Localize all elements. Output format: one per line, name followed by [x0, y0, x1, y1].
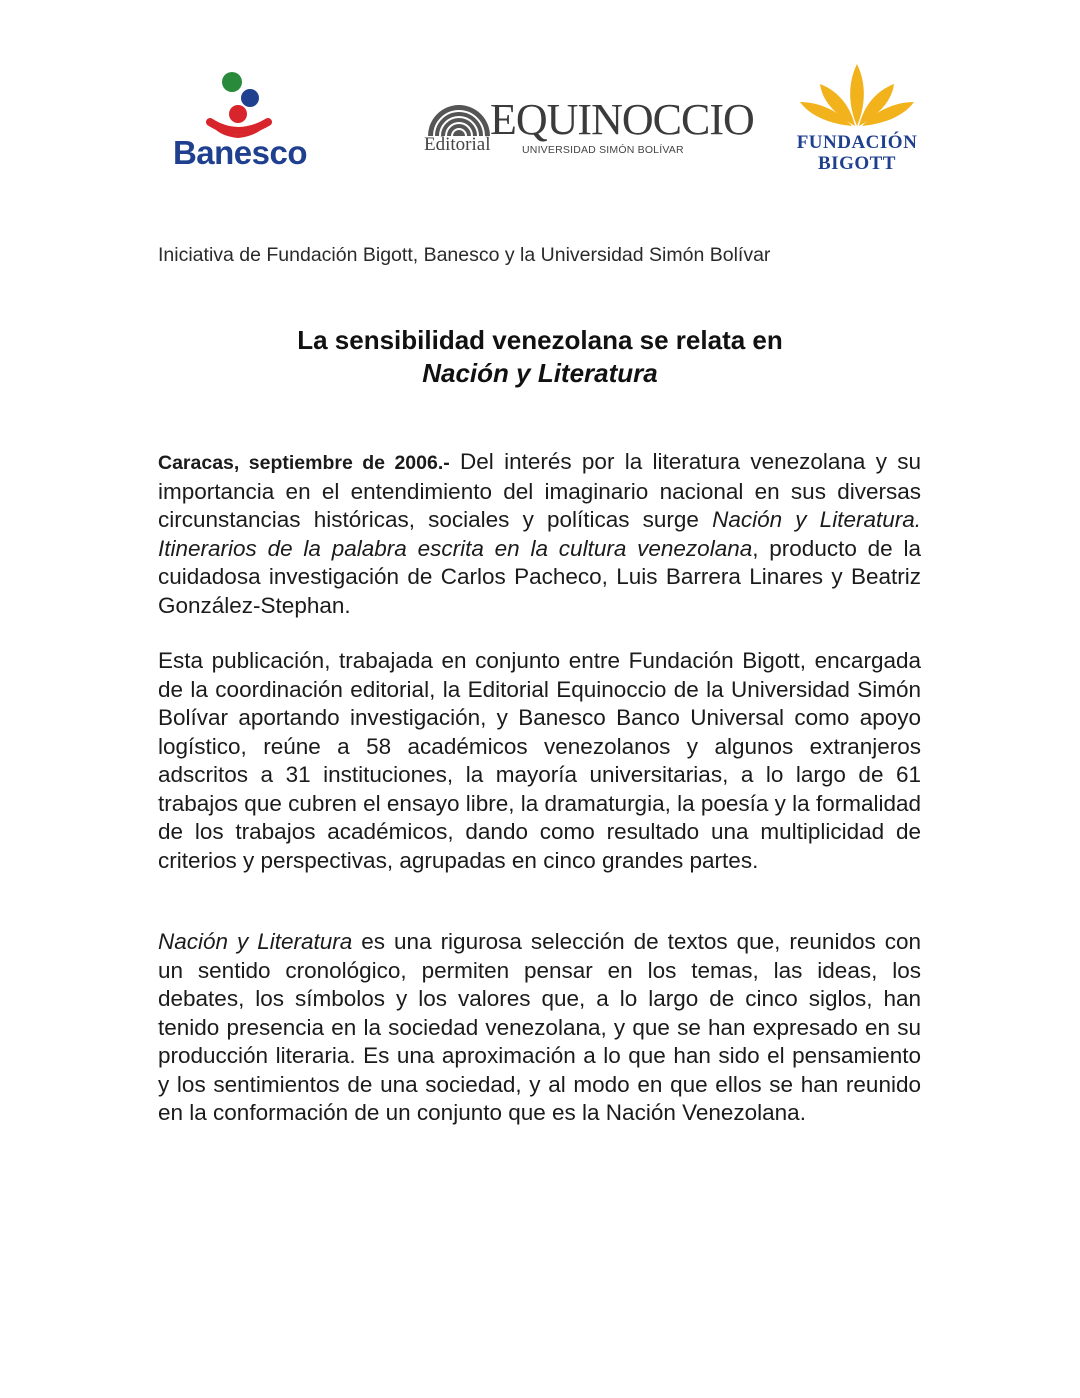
book-title-short: Nación y Literatura [158, 929, 353, 954]
paragraph-1-text-b: , producto de la cuidadosa investigación de Carlos Pacheco, Luis Barrera Linares y Beatriz González-Stephan. [158, 535, 921, 618]
banesco-logo [156, 68, 324, 174]
book-title-full: Nación y Literatura. Itinerarios de la palabra escrita en la cultura venezolana [158, 507, 921, 561]
tobacco-leaves-icon [794, 60, 920, 130]
paragraph-2: Esta publicación, trabajada en conjunto entre Fundación Bigott, encargada de la coordinación editorial, la Editorial Equinoccio de la Universidad Simón Bolívar aportando investigación, y Banesco Banco Universal como apoyo logístico, reúne a 58 académicos venezolanos y algunos extranjeros adscritos a 31 instituciones, la mayoría universitarias, a lo largo de 61 trabajos que cubren el ensayo libre, la dramaturgia, la poesía y la formalidad de los trabajos académicos, dando como resultado una multiplicidad de criterios y perspectivas, agrupadas en cinco grandes partes. [158, 648, 921, 873]
banesco-wordmark: Banesco [172, 134, 308, 171]
bigott-logo-line2: BIGOTT [818, 153, 896, 174]
paragraph-1 [158, 448, 921, 620]
equinoccio-dome-icon [424, 98, 494, 138]
initiative-line: Iniciativa de Fundación Bigott, Banesco y la Universidad Simón Bolívar [158, 244, 771, 266]
paragraph-1-text-a: Del interés por la literatura venezolana y su importancia en el entendimiento del imaginario nacional en sus diversas circunstancias históricas, sociales y políticas surge [158, 449, 922, 532]
banesco-emblem-icon [156, 68, 324, 138]
fundacion-bigott-logo [794, 60, 920, 178]
equinoccio-wordmark: EQUINOCCIO [490, 95, 754, 144]
equinoccio-subtitle: UNIVERSIDAD SIMÓN BOLÍVAR [522, 144, 684, 156]
paragraph-3-text: es una rigurosa selección de textos que, reunidos con un sentido cronológico, permiten pensar en los temas, las ideas, los debates, los símbolos y los valores que, a lo largo de cinco siglos, han tenido presencia en la sociedad venezolana, y que se han expresado en su producción literaria. Es una aproximación a lo que han sido el pensamiento y los sentimientos de una sociedad, y al modo en que ellos se han reunido en la conformación de un conjunto que es la Nación Venezolana. [158, 929, 921, 1125]
equinoccio-logo [424, 95, 754, 162]
press-release-title [0, 324, 1080, 390]
dateline: Caracas, septiembre de 2006.- [158, 452, 450, 474]
bigott-logo-line1: FUNDACIÓN [796, 132, 918, 153]
paragraph-3 [158, 928, 921, 1128]
title-line1: La sensibilidad venezolana se relata en [297, 325, 783, 355]
equinoccio-editorial-label: Editorial [424, 134, 491, 155]
title-line2: Nación y Literatura [422, 358, 658, 388]
